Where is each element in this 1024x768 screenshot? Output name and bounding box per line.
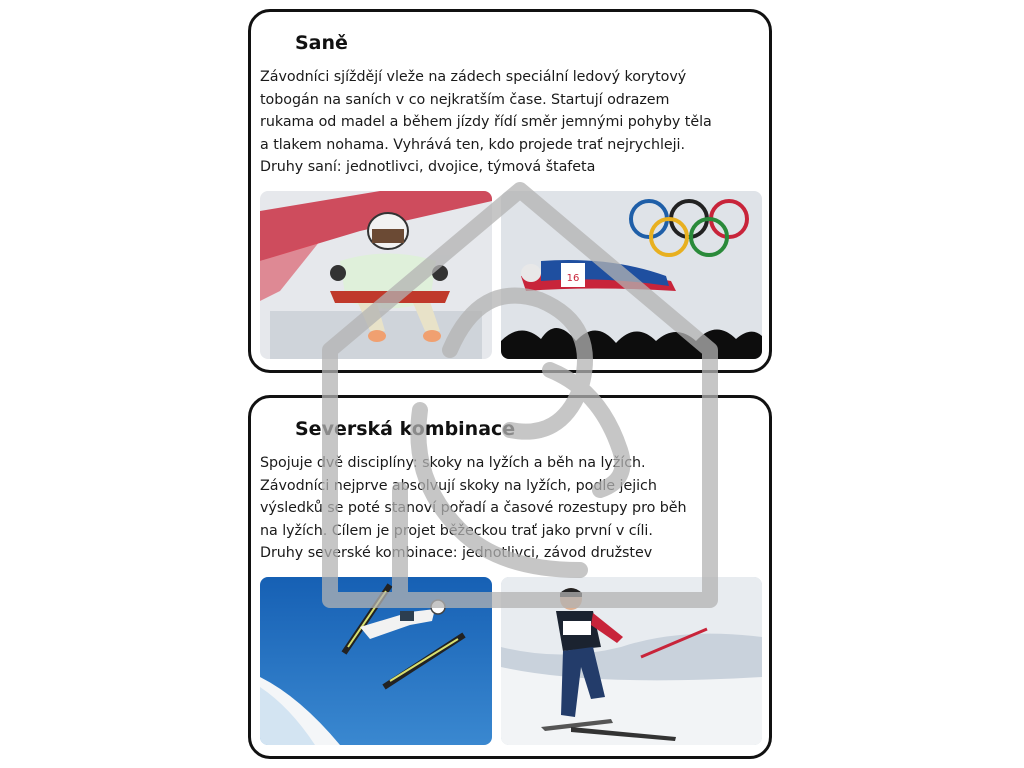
text-line: výsledků se poté stanoví pořadí a časové rozestupy pro běh <box>260 500 687 517</box>
card-title: Saně <box>295 32 348 54</box>
card-nordic-combined <box>248 395 772 759</box>
text-line: tobogán na saních v co nejkratším čase. Startují odrazem <box>260 91 670 108</box>
text-line: na lyžích. Cílem je projet běžeckou trať jako první v cíli. <box>260 522 653 539</box>
card-description <box>260 452 766 565</box>
ski-jump-photo <box>260 577 492 745</box>
bib-number: 16 <box>566 273 580 284</box>
text-line: Druhy saní: jednotlivci, dvojice, týmová štafeta <box>260 159 596 176</box>
card-title: Severská kombinace <box>295 418 516 440</box>
text-line: Druhy severské kombinace: jednotlivci, závod družstev <box>260 545 653 562</box>
luge-track-photo <box>501 191 762 359</box>
card-description <box>260 66 766 179</box>
text-line: Spojuje dvě disciplíny: skoky na lyžích a běh na lyžích. <box>260 455 646 471</box>
text-line: Závodníci sjíždějí vleže na zádech speciální ledový korytový <box>260 69 687 85</box>
cross-country-skier-photo <box>501 577 762 745</box>
luge-athlete-photo <box>260 191 492 359</box>
text-line: rukama od madel a během jízdy řídí směr jemnými pohyby těla <box>260 114 712 131</box>
card-sane <box>248 9 772 373</box>
text-line: a tlakem nohama. Vyhrává ten, kdo projede trať nejrychleji. <box>260 136 685 153</box>
text-line: Závodníci nejprve absolvují skoky na lyžích, podle jejich <box>260 477 657 494</box>
